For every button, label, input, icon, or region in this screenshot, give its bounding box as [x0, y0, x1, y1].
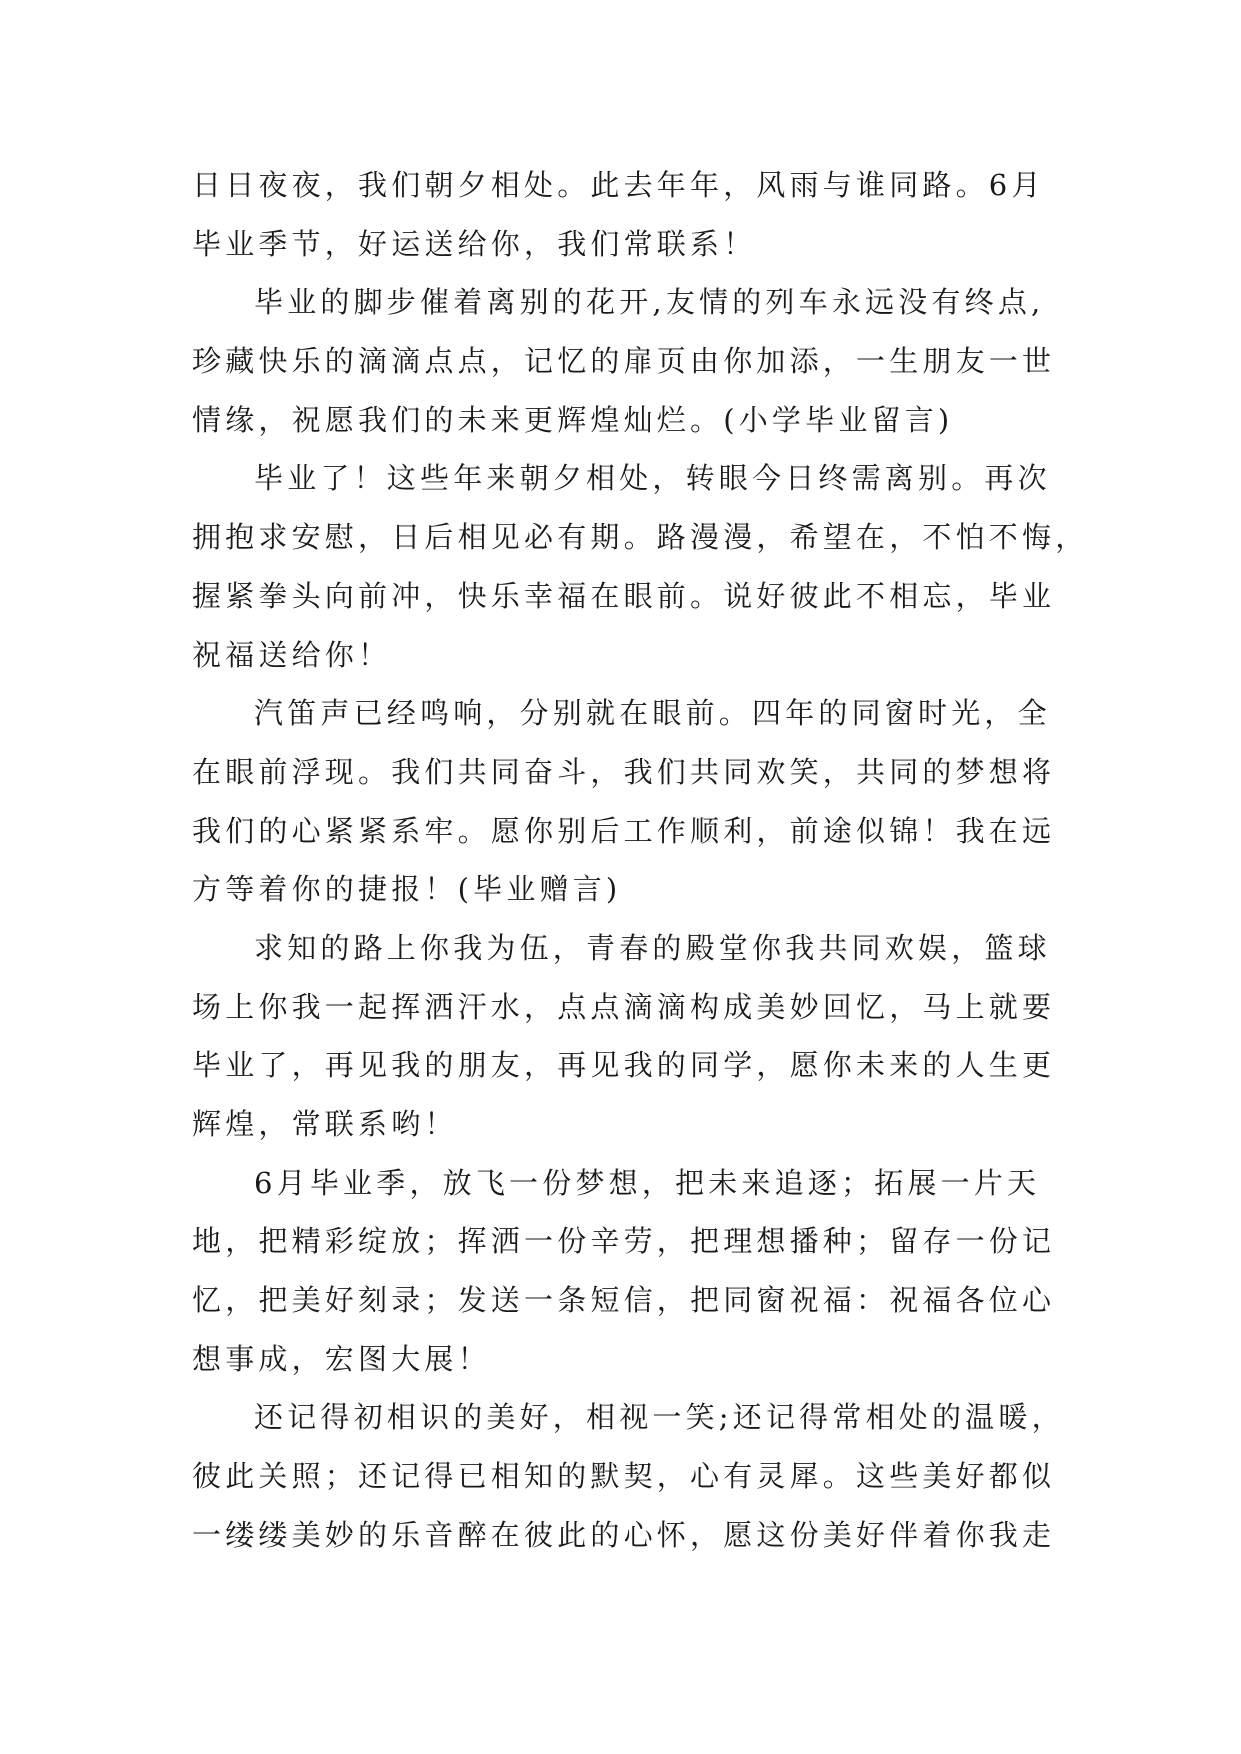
text-line: 在眼前浮现。我们共同奋斗，我们共同欢笑，共同的梦想将: [192, 754, 1056, 789]
paragraph-first-line: 毕业了！这些年来朝夕相处，转眼今日终需离别。再次: [254, 461, 1051, 496]
text-line: 方等着你的捷报！(毕业赠言): [192, 872, 622, 907]
text-line: 地，把精彩绽放；挥洒一份辛劳，把理想播种；留存一份记: [192, 1224, 1056, 1259]
paragraph-first-line: 还记得初相识的美好，相视一笑;还记得常相处的温暖，: [254, 1400, 1065, 1435]
text-line: 我们的心紧紧系牢。愿你别后工作顺利，前途似锦！我在远: [192, 813, 1056, 848]
text-line: 祝福送给你！: [192, 637, 392, 672]
text-line: 珍藏快乐的滴滴点点，记忆的扉页由你加添，一生朋友一世: [192, 344, 1056, 379]
text-line: 辉煌，常联系哟！: [192, 1107, 458, 1141]
text-line: 日日夜夜，我们朝夕相处。此去年年，风雨与谁同路。6月: [192, 168, 1045, 202]
paragraph-first-line: 6月毕业季，放飞一份梦想，把未来追逐；拓展一片天: [254, 1165, 1041, 1200]
paragraph-first-line: 毕业的脚步催着离别的花开,友情的列车永远没有终点,: [254, 285, 1045, 320]
text-line: 彼此关照；还记得已相知的默契，心有灵犀。这些美好都似: [192, 1459, 1056, 1494]
text-line: 情缘，祝愿我们的未来更辉煌灿烂。(小学毕业留言): [192, 402, 954, 437]
text-line: 场上你我一起挥洒汗水，点点滴滴构成美妙回忆，马上就要: [192, 989, 1056, 1024]
text-line: 握紧拳头向前冲，快乐幸福在眼前。说好彼此不相忘，毕业: [192, 578, 1056, 613]
text-line: 想事成，宏图大展！: [192, 1341, 491, 1376]
text-line: 拥抱求安慰，日后相见必有期。路漫漫，希望在，不怕不悔，: [192, 520, 1089, 555]
text-line: 毕业了，再见我的朋友，再见我的同学，愿你未来的人生更: [192, 1048, 1056, 1083]
document-body: [192, 156, 1089, 1565]
paragraph-first-line: 求知的路上你我为伍，青春的殿堂你我共同欢娱，篮球: [254, 930, 1051, 965]
text-line: 忆，把美好刻录；发送一条短信，把同窗祝福：祝福各位心: [192, 1283, 1056, 1318]
text-line: 毕业季节，好运送给你，我们常联系！: [192, 226, 757, 261]
text-line: 一缕缕美妙的乐音醉在彼此的心怀，愿这份美好伴着你我走: [192, 1517, 1056, 1552]
paragraph-first-line: 汽笛声已经鸣响，分别就在眼前。四年的同窗时光，全: [254, 696, 1051, 731]
